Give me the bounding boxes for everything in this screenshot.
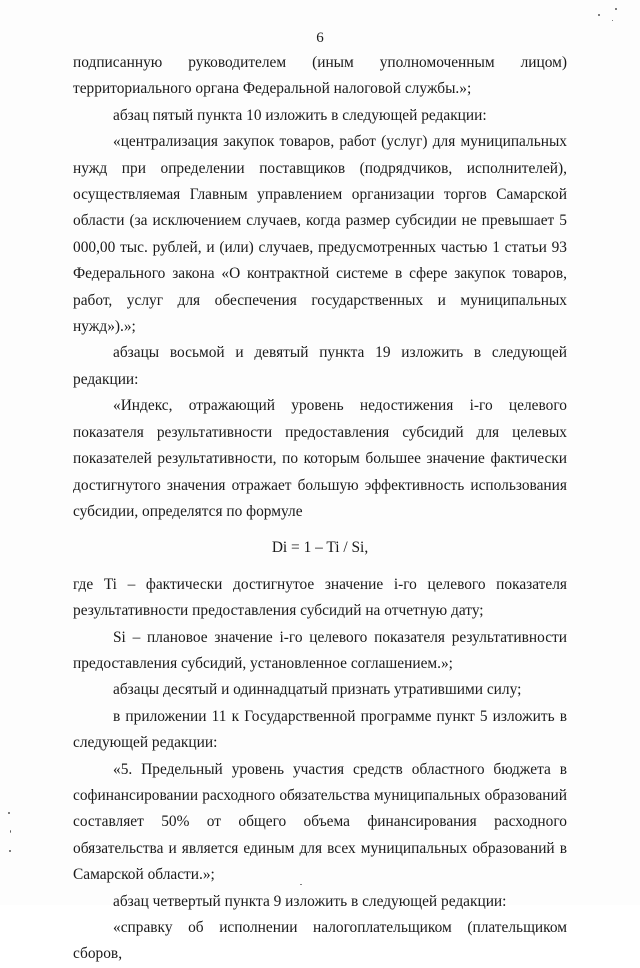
scan-speck <box>9 850 11 852</box>
paragraph-7: Si – плановое значение i-го целевого показателя результативности предоставления субсидий, установленное соглашением.»; <box>73 628 567 672</box>
scan-speck <box>612 20 613 21</box>
paragraph-9: в приложении 11 к Государственной программе пункт 5 изложить в следующей редакции: <box>73 707 567 752</box>
paragraph-5: «Индекс, отражающий уровень недостижения i-го целевого показателя результативности предоставления субсидий для целевых показателей результативности, по которым большее значение фактически достигнутого значения отражает большую эффективность использования субсидии, определятся по формуле <box>73 397 567 520</box>
scan-speck <box>10 830 11 833</box>
paragraph-12: «справку об исполнении налогоплательщиком (плательщиком сборов, <box>73 919 567 963</box>
paragraph-8: абзацы десятый и одиннадцатый признать утратившими силу; <box>113 681 522 699</box>
document-body <box>73 50 567 968</box>
scan-speck <box>615 8 617 10</box>
scan-speck <box>8 812 10 814</box>
paragraph-1: подписанную руководителем (иным уполномоченным лицом) территориального органа Федеральной налоговой службы.»; <box>73 54 567 98</box>
paragraph-10: «5. Предельный уровень участия средств областного бюджета в софинансировании расходного обязательства муниципальных образований составляет 50% от общего объема финансирования расходного обязательства и является единым для всех муниципальных образований в Самарской области.»; <box>73 760 567 884</box>
scan-speck <box>300 884 302 885</box>
paragraph-4: абзацы восьмой и девятый пункта 19 изложить в следующей редакции: <box>73 344 567 388</box>
paragraph-6: где Ti – фактически достигнутое значение i-го целевого показателя результативности предоставления субсидий на отчетную дату; <box>73 575 567 620</box>
paragraph-11: абзац четвертый пункта 9 изложить в следующей редакции: <box>113 892 507 910</box>
paragraph-2: абзац пятый пункта 10 изложить в следующей редакции: <box>113 106 487 124</box>
page-number: 6 <box>316 30 324 46</box>
formula: Di = 1 – Ti / Si, <box>271 539 369 557</box>
paragraph-3: «централизация закупок товаров, работ (услуг) для муниципальных нужд при определении поставщиков (подрядчиков, исполнителей), осуществляемая Главным управлением организации торгов Самарской области (за исключением случаев, когда размер субсидии не превышает 5 000,00 тыс. рублей, и (или) случаев, предусмотренных частью 1 статьи 93 Федерального закона «О контрактной системе в сфере закупок товаров, работ, услуг для обеспечения государственных и муниципальных нужд»).»; <box>73 133 567 336</box>
scan-speck <box>598 14 600 16</box>
